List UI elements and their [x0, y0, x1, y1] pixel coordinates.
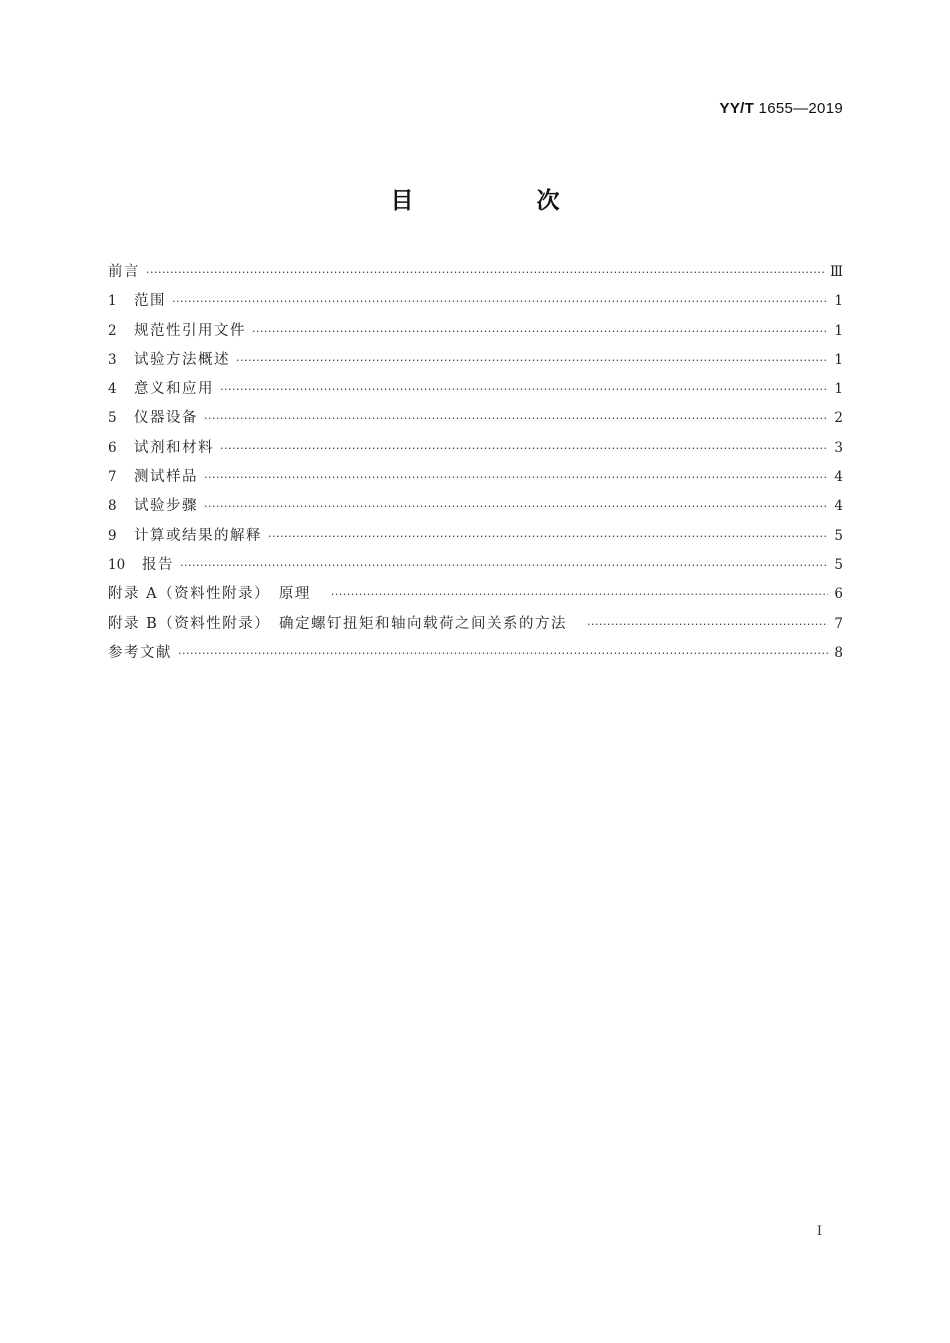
toc-leader-dots: [331, 580, 829, 609]
toc-entry-label: 试验步骤: [134, 498, 198, 515]
toc-entry-page: 4: [834, 469, 843, 486]
toc-leader-dots: [204, 463, 828, 492]
toc-entry-label: 试剂和材料: [134, 439, 214, 456]
toc-entry-page: 1: [834, 351, 843, 368]
toc-entry-page: 5: [834, 556, 843, 573]
page-number: I: [816, 1224, 822, 1239]
toc-entry-5[interactable]: [108, 404, 843, 433]
toc-leader-dots: [178, 639, 828, 668]
toc-entry-label: 仪器设备: [134, 410, 198, 427]
toc-entry-number: 3: [108, 351, 117, 368]
toc-entry-label: 规范性引用文件: [134, 322, 246, 339]
toc-entry-foreword[interactable]: [108, 258, 843, 287]
toc-entry-label: 范围: [134, 293, 166, 310]
table-of-contents: [108, 258, 843, 668]
toc-leader-dots: [236, 346, 828, 375]
standard-code: [720, 100, 843, 117]
toc-leader-dots: [204, 404, 828, 433]
toc-entry-number: 8: [108, 498, 117, 515]
toc-entry-label: 参考文献: [108, 644, 172, 661]
toc-entry-7[interactable]: [108, 463, 843, 492]
page-title: 目 次: [390, 188, 610, 214]
toc-entry-2[interactable]: [108, 317, 843, 346]
toc-entry-6[interactable]: [108, 434, 843, 463]
toc-entry-number: 2: [108, 322, 117, 339]
toc-entry-number: 5: [108, 410, 117, 427]
toc-entry-label: 意义和应用: [134, 381, 214, 398]
toc-entry-label: 试验方法概述: [134, 351, 230, 368]
toc-entry-page: 1: [834, 322, 843, 339]
toc-entry-page: 1: [834, 381, 843, 398]
toc-entry-number: 10: [108, 556, 126, 573]
toc-entry-appendix-a[interactable]: [108, 580, 843, 609]
toc-entry-page: Ⅲ: [829, 264, 843, 280]
toc-entry-page: 5: [834, 527, 843, 544]
toc-entry-page: 4: [834, 498, 843, 515]
toc-entry-10[interactable]: [108, 551, 843, 580]
toc-entry-page: 7: [834, 615, 843, 632]
toc-entry-label: 测试样品: [134, 469, 198, 486]
toc-entry-page: 6: [834, 586, 843, 603]
toc-entry-label: 报告: [142, 556, 174, 573]
toc-leader-dots: [268, 522, 828, 551]
toc-entry-number: 6: [108, 439, 117, 456]
toc-leader-dots: [146, 258, 824, 287]
toc-entry-number: 7: [108, 469, 117, 486]
toc-entry-1[interactable]: [108, 287, 843, 316]
toc-entry-number: 1: [108, 293, 117, 310]
toc-entry-4[interactable]: [108, 375, 843, 404]
toc-entry-3[interactable]: [108, 346, 843, 375]
toc-entry-appendix-b[interactable]: [108, 610, 843, 639]
toc-entry-8[interactable]: [108, 492, 843, 521]
toc-entry-9[interactable]: [108, 522, 843, 551]
toc-entry-page: 2: [834, 410, 843, 427]
standard-prefix: YY/T: [719, 100, 755, 117]
toc-leader-dots: [180, 551, 828, 580]
toc-entry-label: 计算或结果的解释: [134, 527, 262, 544]
toc-leader-dots: [204, 492, 828, 521]
toc-leader-dots: [172, 287, 828, 316]
toc-leader-dots: [252, 317, 828, 346]
toc-entry-bibliography[interactable]: [108, 639, 843, 668]
standard-number: 1655—2019: [758, 100, 843, 117]
toc-entry-number: 9: [108, 527, 117, 544]
toc-entry-label: 前言: [108, 264, 140, 280]
toc-entry-page: 3: [834, 439, 843, 456]
toc-entry-page: 1: [834, 293, 843, 310]
toc-leader-dots: [220, 434, 828, 463]
toc-entry-label: 附录 B（资料性附录） 确定螺钉扭矩和轴向载荷之间关系的方法: [108, 615, 568, 632]
toc-entry-number: 4: [108, 381, 117, 398]
toc-leader-dots: [587, 610, 828, 639]
toc-leader-dots: [220, 375, 828, 404]
toc-entry-label: 附录 A（资料性附录） 原理: [108, 586, 311, 603]
toc-entry-page: 8: [834, 644, 843, 661]
